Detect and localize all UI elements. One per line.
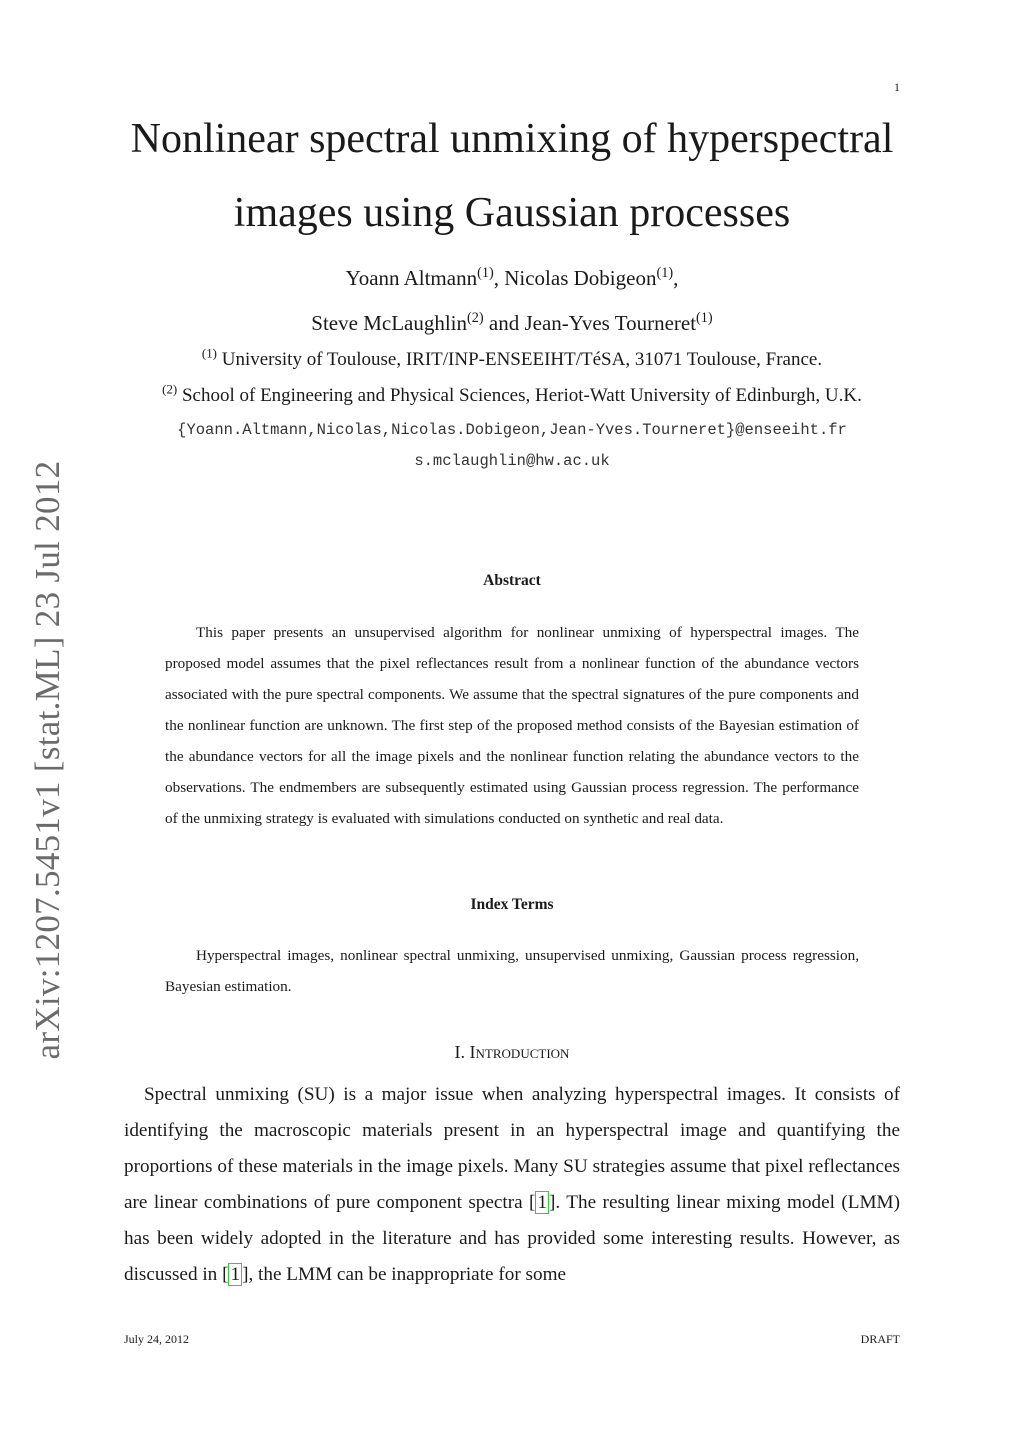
index-terms-heading: Index Terms: [470, 896, 554, 913]
intro-text: Spectral unmixing (SU) is a major issue when analyzing hyperspectral images. It consists of identifying the macroscopic materials present in an hyperspectral image and quantifying the proportions of these materials in the image pixels. Many SU strategies assume that pixel reflectances are linear combinations of pure component spectra [: [124, 1084, 900, 1213]
email-line-1: {Yoann.Altmann,Nicolas,Nicolas.Dobigeon,Jean-Yves.Tourneret}@enseeiht.fr: [177, 421, 847, 439]
title-line-1: Nonlinear spectral unmixing of hyperspectral: [130, 116, 894, 162]
affiliation-mark: (2): [162, 381, 178, 397]
author-name: Yoann Altmann: [345, 266, 478, 290]
introduction-paragraph: [124, 1077, 900, 1293]
authors-line-2: [112, 311, 912, 336]
citation-link[interactable]: 1: [230, 1264, 241, 1285]
section-heading-introduction: [112, 1042, 912, 1063]
section-title: Introduction: [469, 1042, 570, 1062]
intro-text: ], the LMM can be inappropriate for some: [242, 1264, 567, 1285]
intro-text: ]. The resulting linear mixing model (LMM) has been widely adopted in the literature and has provided some interesting results. However, as discussed in [: [124, 1192, 900, 1285]
index-terms-text: Hyperspectral images, nonlinear spectral unmixing, unsupervised unmixing, Gaussian process regression, Bayesian estimation.: [165, 947, 859, 995]
affiliation-2: [100, 381, 924, 407]
title-line-2: images using Gaussian processes: [233, 190, 791, 236]
affiliation-text: University of Toulouse, IRIT/INP-ENSEEIHT/TéSA, 31071 Toulouse, France.: [221, 349, 823, 370]
author-affiliation-mark: (1): [696, 310, 713, 326]
author-separator: ,: [673, 266, 679, 290]
author-affiliation-mark: (1): [477, 265, 494, 281]
author-separator: ,: [493, 266, 505, 290]
footer-draft-label: DRAFT: [860, 1332, 900, 1346]
author-affiliation-mark: (2): [467, 310, 484, 326]
author-separator: and: [483, 311, 525, 335]
abstract-text: This paper presents an unsupervised algorithm for nonlinear unmixing of hyperspectral images. The proposed model assumes that the pixel reflectances result from a nonlinear function of the abundance vectors associated with the pure spectral components. We assume that the spectral signatures of the pure components and the nonlinear function are unknown. The first step of the proposed method consists of the Bayesian estimation of the abundance vectors for all the image pixels and the nonlinear function relating the abundance vectors to the observations. The endmembers are subsequently estimated using Gaussian process regression. The performance of the unmixing strategy is evaluated with simulations conducted on synthetic and real data.: [165, 624, 859, 827]
citation-link[interactable]: 1: [537, 1192, 548, 1213]
author-name: Nicolas Dobigeon: [504, 266, 657, 290]
author-name: Steve McLaughlin: [311, 311, 468, 335]
page-number: 1: [894, 80, 900, 94]
author-affiliation-mark: (1): [656, 265, 674, 281]
section-numeral: I.: [454, 1042, 466, 1062]
affiliation-mark: (1): [201, 345, 217, 361]
email-line-2: s.mclaughlin@hw.ac.uk: [414, 452, 610, 470]
arxiv-stamp: arXiv:1207.5451v1 [stat.ML] 23 Jul 2012: [28, 460, 67, 1060]
affiliation-1: [100, 345, 924, 371]
authors-line-1: [112, 266, 912, 291]
affiliation-text: School of Engineering and Physical Sciences, Heriot-Watt University of Edinburgh, U.K.: [181, 385, 862, 406]
abstract-heading: Abstract: [483, 572, 541, 589]
footer-date: July 24, 2012: [124, 1332, 190, 1346]
author-name: Jean-Yves Tourneret: [524, 311, 697, 335]
